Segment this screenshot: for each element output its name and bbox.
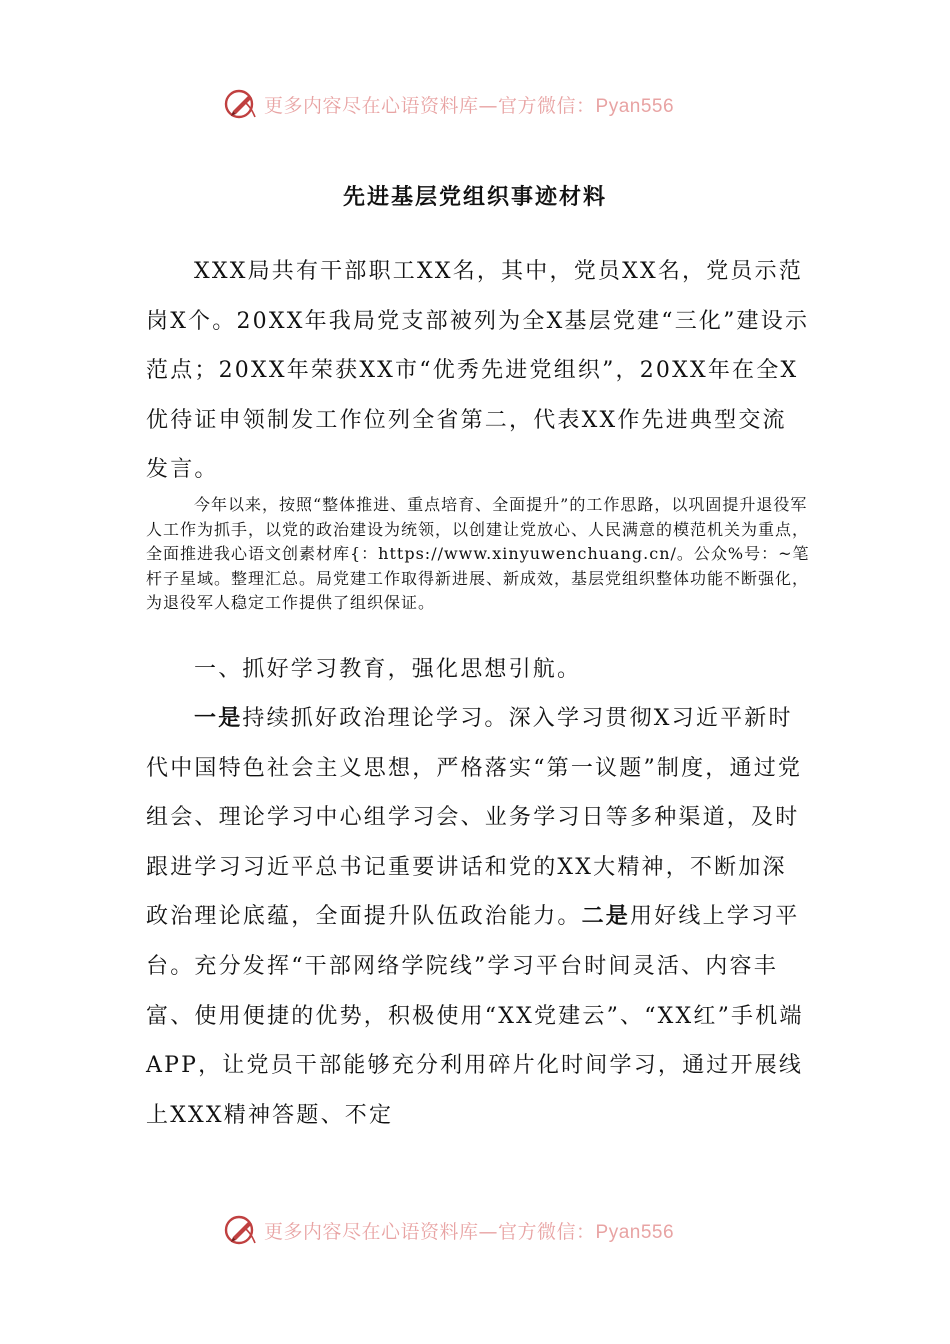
intro-paragraph: XXX局共有干部职工XX名，其中，党员XX名，党员示范岗X个。20XX年我局党支部被列为全X基层党建“三化”建设示范点；20XX年荣获XX市“优秀先进党组织”，20XX年在全X优待证申领制发工作位列全省第二，代表XX作先进典型交流发言。: [146, 259, 810, 483]
small-paragraph: 今年以来，按照“整体推进、重点培育、全面提升”的工作思路，以巩固提升退役军人工作为抓手，以党的政治建设为统领，以创建让党放心、人民满意的模范机关为重点，全面推进我心语文创素材库{：https://www.xinyuwenchuang.cn/。公众%号：~笔杆子星域。整理汇总。局党建工作取得新进展、新成效，基层党组织整体功能不断强化，为退役军人稳定工作提供了组织保证。: [146, 495, 810, 612]
body-paragraph: [146, 694, 810, 1140]
body-text-2: 用好线上学习平台。充分发挥“干部网络学院线”学习平台时间灵活、内容丰富、使用便捷的优势，积极使用“XX党建云”、“XX红”手机端APP，让党员干部能够充分利用碎片化时间学习，通过开展线上XXX精神答题、不定: [146, 904, 804, 1128]
section-heading-1: 一、抓好学习教育，强化思想引航。: [194, 657, 582, 682]
lead-marker-2: 二是: [581, 903, 631, 930]
pen-logo-icon: [224, 87, 258, 121]
watermark-header: [224, 84, 744, 124]
body-text-1: 持续抓好政治理论学习。深入学习贯彻X习近平新时代中国特色社会主义思想，严格落实“第一议题”制度，通过党组会、理论学习中心组学习会、业务学习日等多种渠道，及时跟进学习习近平总书记重要讲话和党的XX大精神，不断加深政治理论底蕴，全面提升队伍政治能力。: [146, 706, 803, 930]
watermark-text: 更多内容尽在心语资料库—官方微信：Pyan556: [264, 1220, 675, 1243]
pen-logo-icon: [224, 1213, 258, 1247]
watermark-text: 更多内容尽在心语资料库—官方微信：Pyan556: [264, 94, 675, 117]
watermark-footer: [224, 1210, 744, 1250]
lead-marker-1: 一是: [194, 705, 243, 731]
document-title: 先进基层党组织事迹材料: [342, 184, 607, 210]
